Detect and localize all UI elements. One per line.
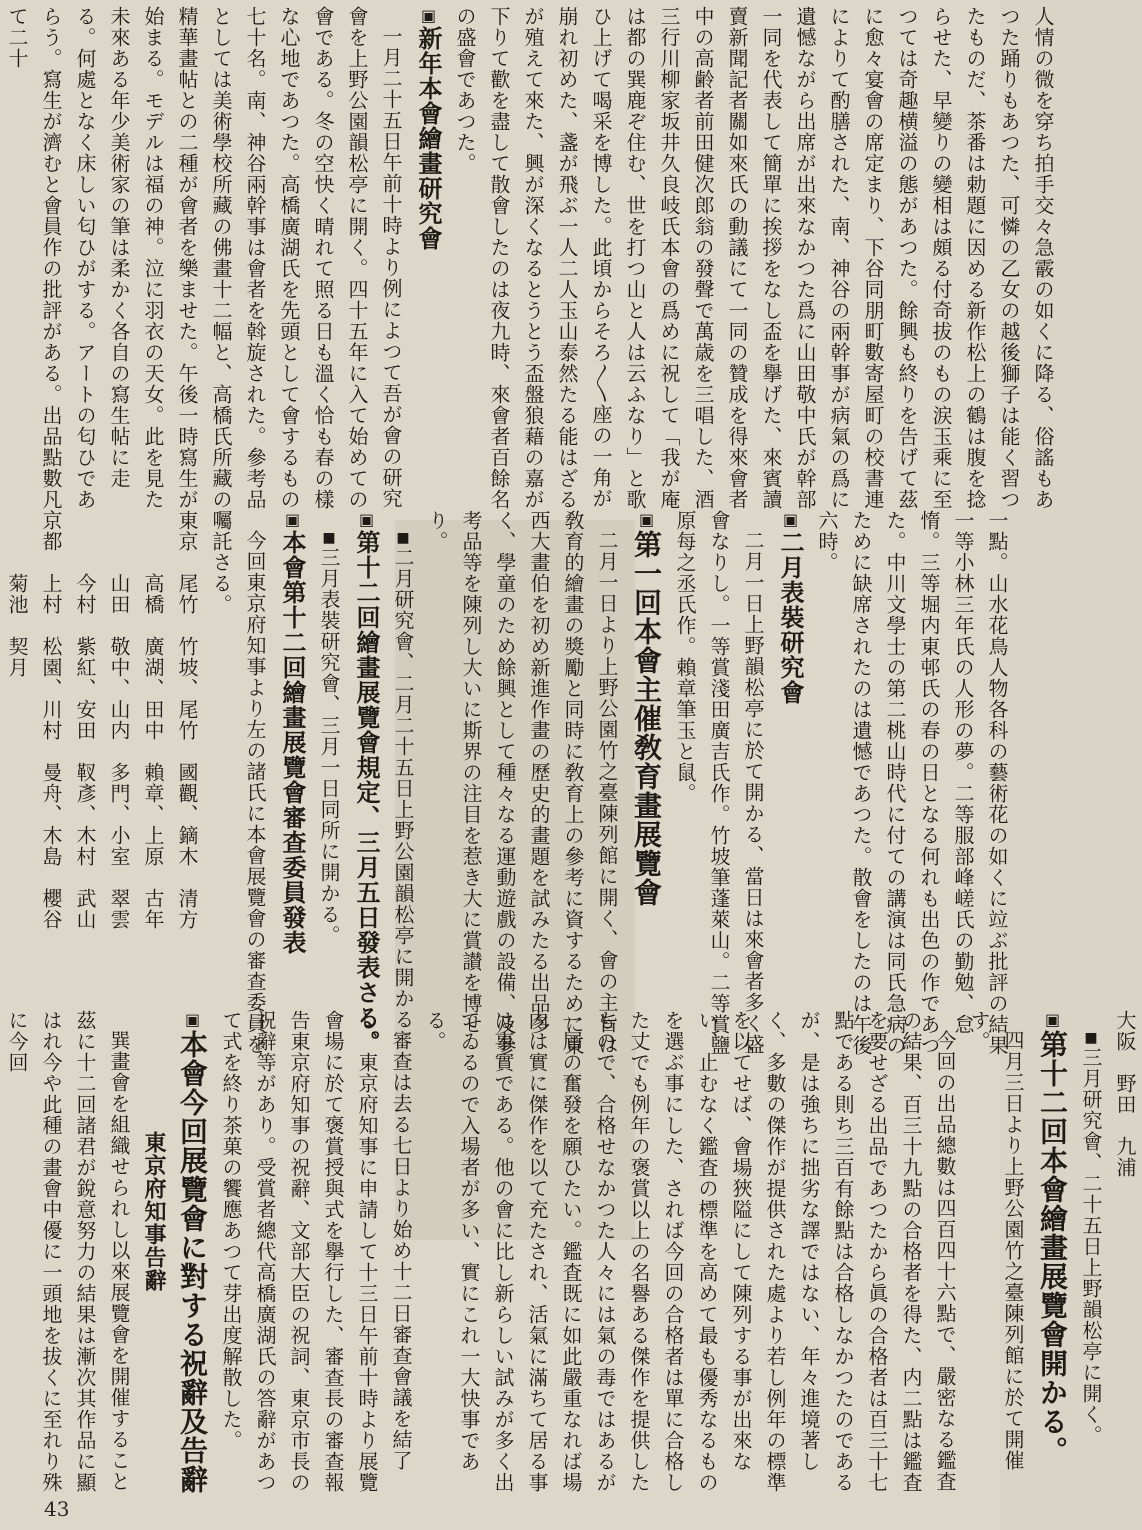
judges-intro-paragraph: 今回東京府知事より左の諸氏に本會展覽會の審查委員を囑託さる。 (209, 510, 267, 1055)
governor-address-paragraph: 巽畫會を組織せられし以來展覽會を開催すること茲に十二回諸君が銳意努力の結果は漸次其作品に顯はれ今や此種の畫會中優に一頭地を拔くに至れり殊に今回 (5, 1010, 131, 1493)
paragraph-text: 三月研究會、二十五日上野韻松亭に開く。 (1079, 1047, 1103, 1446)
heading-text: 新年本會繪畫研究會 (414, 26, 442, 251)
exhibition-venue-paragraph: 四月三日より上野公園竹之臺陳列館に於て開催す。 (967, 1010, 1025, 1471)
paragraph-text: 二月研究會、二月二十五日上野公園韻松亭に開かる (391, 547, 415, 1030)
banquet-paragraph: 人情の微を穿ち拍手交々急霰の如くに降る、俗謠もあつた踊りもあつた、可憐の乙女の越後獅子は能く習つたものだ、茶番は勅題に因める新作松上の鶴は腹を捻らせた、早變りの變相は頗る付奇拔のもの涙玉乘に至つては奇趣横溢の態があつた。餘興も終りを告げて茲に愈々宴會の席定まり、下谷同朋町數寄屋町の校書連によりて酌膳された、南、神谷の兩幹事が病氣の爲に遺憾ながら出席が出來なかつた爲に山田敬中氏が幹部一同を代表して簡單に挨拶をなし盃を擧げた、來賓讀賣新聞記者關如來氏の動議にて一同の贊成を得來會者中の高齢者前田健次郎翁の發聲で萬歳を三唱した、酒三行川柳家坂井久良岐氏本會の爲めに祝して「我が庵は都の巽鹿ぞ住む、世を打つ山と人は云ふなり」と歌ひ上げて喝采を博した。此頃からそろ〳〵座の一角が崩れ初めた、盞が飛ぶ一人二人玉山泰然たる能はざるが殖えて來た、興が深くなるとうとう盃盤狼藉の嘉が下りて歡を盡して散會したのは夜九時、來會者百餘名の盛會であつた。 (453, 6, 1055, 510)
section-marker-icon: ▣ (357, 510, 376, 530)
heading-text: 本會第十二回繪畫展覽會審查委員發表 (278, 530, 306, 955)
education-exhibition-paragraph: 二月一日より上野公園竹之臺陳列館に開く、會の主旨は敎育的繪畫の獎勵と同時に敎育上の參考に資するために東西大畫伯を初め新進作畫の歷史的畫題を試みたる出品多く、學童のため餘興として種々なる運動遊戲の設備、及參考品等を陳列し大いに斯界の注目を惹き大に賞讃を博せり。 (425, 510, 619, 1056)
section-marker-icon: ▣ (1043, 1010, 1062, 1030)
heading-twelfth-exhibition (1032, 1010, 1072, 1500)
judges-row: 今村 紫紅、安田 靫彥、木村 武山 (73, 510, 97, 930)
section-marker-icon: ▣ (419, 6, 438, 26)
judges-row: 高橋 廣湖、田中 賴章、上原 古年 (141, 510, 165, 930)
section-marker-icon: ▣ (183, 1010, 202, 1030)
award-ceremony-paragraph: 審查は去る七日より始め十二日審查會議を結了し、東京府知事に申請して十三日午前十時より展覽會場に於て褒賞授與式を擧行した、審查長の審查報告東京府知事の祝辭、文部大臣の祝詞、東京市長の祝辭等があり。受賞者總代高橋廣湖氏の答辭があつて式を終り茶菓の饗應あつて芽出度解散した。 (219, 1010, 413, 1493)
judges-row: 菊池 契月 (5, 510, 29, 678)
march-study-paragraph (1074, 1010, 1108, 1500)
page-number: 43 (44, 1497, 70, 1521)
governor-address-subheading: 東京府知事告辭 (141, 1131, 166, 1292)
bullet-icon: ■ (395, 530, 411, 547)
section-marker-icon: ▣ (637, 510, 656, 530)
judges-row: 京都 上村 松園、川村 曼舟、木島 櫻谷 (39, 510, 63, 930)
judges-row: 山田 敬中、山内 多門、小室 翠雲 (107, 510, 131, 930)
heading-text: 本會今回展覽會に對する祝辭及告辭 (176, 1030, 209, 1494)
heading-text: 第十二回本會繪畫展覽會開かる。 (1036, 1030, 1069, 1465)
heading-education-exhibition (626, 510, 666, 1070)
bullet-icon: ■ (1083, 1030, 1099, 1047)
top-text-flow (0, 6, 1060, 510)
section-marker-icon: ▣ (283, 510, 302, 530)
new-year-meeting-paragraph: 一月二十五日午前十時より例によつて吾が會の研究會を上野公園韻松亭に開く。四十五年に入て始めての會である。冬の空快く晴れて照る日も溫く恰も春の樣な心地であつた。高橋廣湖氏を先頭として會するもの七十名。南、神谷兩幹事は會者を斡旋された。參考品としては美術學校所藏の佛畫十二幅と、高橋氏所藏の精華畫帖との二種が會者を樂ませた。午後一時寫生が始まる。モデルは福の神。泣に羽衣の天女。此を見た未來ある年少美術家の筆は柔かく各自の寫生帖に走る。何處となく床しい匂ひがする。アートの匂ひであらう。寫生が濟むと會員作の批評がある。出品點數凡て二十 (5, 6, 403, 510)
heading-exhibition-rules (348, 510, 384, 1070)
february-study-paragraph (386, 510, 420, 1070)
bottom-text-flow (0, 1010, 1142, 1500)
heading-judges-announcement (274, 510, 310, 1070)
february-mounting-paragraph: 二月一日上野韻松亭に於て開かる、當日は來會者多く盛會なりし。一等賞淺田廣吉氏作。竹坡筆蓬萊山。二等賞鹽原每之丞氏作。賴章筆玉と鼠。 (673, 510, 765, 1056)
jury-results-paragraph: 今回の出品總數は四百四十六點で、嚴密なる鑑査の結果、百三十九點の合格者を得た、内二點は鑑査を要せざる出品であつたから眞の合格者は百三十七點である則ち三百有餘點は合格しなかつたのであるが、是は強ちに拙劣な譯ではない、年々進境著しく、多數の傑作が提供された處より若し例年の標準を以てせば、會場狹隘にして陳列する事が出來ない、止むなく鑑査の標準を高めて最も優秀なるものを選ぶ事にした、されば今回の合格者は單に合格した丈でも例年の褒賞以上の名譽ある傑作を提供したもので、合格せなかつた人々には氣の毒ではあるが一層の奮發を願ひたい。鑑査既に如此嚴重なれば場内は實に傑作を以て充たされ、活氣に滿ちて居る事は事實である。他の會に比し新らしい試みが多く出てゐるので入場者が多い、實にこれ一大快事である。 (423, 1010, 957, 1493)
heading-new-year-study-meeting (410, 6, 446, 510)
middle-band (0, 510, 1009, 1070)
heading-text: 第十二回繪畫展覽會規定、三月五日發表さる。 (352, 530, 380, 1055)
section-marker-icon: ▣ (781, 510, 800, 530)
heading-february-mounting-meeting (772, 510, 808, 1070)
paragraph-text: 三月表裝研究會、三月一日同所に開かる。 (317, 547, 341, 946)
bottom-band (0, 1010, 1137, 1500)
critique-continuation-paragraph: 一點。山水花鳥人物各科の藝術花の如くに竝ぶ批評の結果一等小林三年氏の人形の夢。二等服部峰嵯氏の勤勉、怠惰。三等堀内東邨氏の春の日となる何れも出色の作であつた。中川文學士の第二桃山時代に付ての講演は同氏急病のために缺席されたのは遺憾であつた。散會をしたのは午後六時。 (815, 510, 1009, 1056)
top-band (0, 6, 1055, 510)
middle-text-flow (0, 510, 1014, 1070)
heading-text: 第一回本會主催敎育畫展覽會 (630, 530, 663, 907)
march-mounting-paragraph (312, 510, 346, 1070)
judges-row: 東京 尾竹 竹坡、尾竹 國觀、鏑木 清方 (175, 510, 199, 930)
heading-congratulatory-addresses (172, 1010, 212, 1500)
heading-text: 二月表裝研究會 (776, 530, 804, 705)
bullet-icon: ■ (321, 530, 337, 547)
judges-row: 大阪 野田 九浦 (1113, 1010, 1137, 1178)
judges-list (0, 510, 204, 1070)
judges-list-osaka (1108, 1010, 1142, 1500)
